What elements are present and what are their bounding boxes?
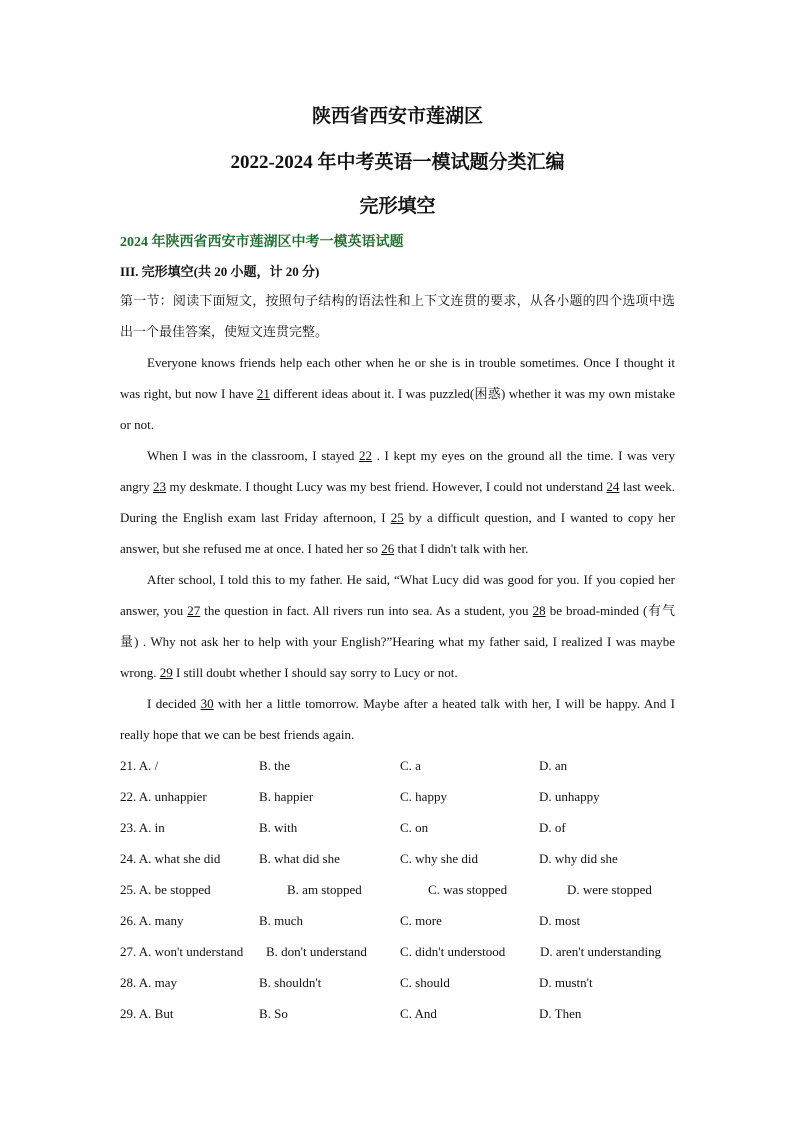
- option-c: C. And: [400, 1006, 437, 1021]
- passage-paragraph-3: [120, 564, 675, 688]
- question-row: [120, 781, 675, 812]
- passage-paragraph-1: [120, 347, 675, 440]
- option-d: D. an: [539, 758, 568, 773]
- passage-paragraph-2: [120, 440, 675, 564]
- part-title: III. 完形填空(共 20 小题，计 20 分): [120, 264, 320, 279]
- option-a: 22. A. unhappier: [120, 789, 207, 804]
- question-row: [120, 967, 675, 998]
- option-c: C. didn't understood: [400, 944, 506, 959]
- text-run: I still doubt whether I should say sorry to Lucy or not.: [172, 665, 458, 680]
- question-row: [120, 750, 675, 781]
- text-run: different ideas about it. I was puzzled(困惑) whether it was my own mistake or not.: [120, 386, 675, 432]
- doc-title-region: 陕西省西安市莲湖区: [311, 106, 483, 127]
- option-a: 27. A. won't understand: [120, 944, 244, 959]
- text-run: I decided: [147, 696, 201, 711]
- option-b: B. shouldn't: [259, 975, 322, 990]
- text-run: the question in fact. All rivers run into sea. As a student, you: [200, 603, 533, 618]
- instructions: 第一节：阅读下面短文，按照句子结构的语法性和上下文连贯的要求，从各小题的四个选项中选出一个最佳答案，使短文连贯完整。: [120, 293, 675, 339]
- blank-30: 30: [200, 696, 214, 711]
- option-c: C. more: [400, 913, 442, 928]
- text-run: my deskmate. I thought Lucy was my best friend. However, I could not understand: [166, 479, 607, 494]
- blank-28: 28: [532, 603, 546, 618]
- option-b: B. am stopped: [287, 882, 362, 897]
- option-d: D. of: [539, 820, 566, 835]
- text-run: with her a little tomorrow. Maybe after a heated talk with her, I will be happy. And I really hope that we can be best friends again.: [120, 696, 675, 742]
- option-b: B. happier: [259, 789, 314, 804]
- option-c: C. was stopped: [428, 882, 508, 897]
- option-a: 28. A. may: [120, 975, 178, 990]
- option-d: D. Then: [539, 1006, 582, 1021]
- blank-25: 25: [390, 510, 404, 525]
- option-c: C. should: [400, 975, 450, 990]
- option-d: D. why did she: [539, 851, 618, 866]
- doc-title-topic: 完形填空: [359, 196, 436, 217]
- text-run: by a difficult question, and I wanted to copy her answer, but she refused me at once. I hated her so: [120, 510, 675, 556]
- option-d: D. unhappy: [539, 789, 600, 804]
- text-run: that I didn't talk with her.: [394, 541, 529, 556]
- option-a: 29. A. But: [120, 1006, 174, 1021]
- option-d: D. were stopped: [567, 882, 652, 897]
- text-run: . I kept my eyes on the ground all the time. I was very angry: [120, 448, 675, 494]
- text-run: After school, I told this to my father. He said, “What Lucy did was good for you. If you copied her answer, you: [120, 572, 675, 618]
- question-row: [120, 936, 675, 967]
- option-b: B. don't understand: [266, 944, 367, 959]
- option-c: C. happy: [400, 789, 447, 804]
- blank-26: 26: [381, 541, 395, 556]
- option-a: 21. A. /: [120, 758, 159, 773]
- option-a: 25. A. be stopped: [120, 882, 211, 897]
- question-row: [120, 812, 675, 843]
- option-c: C. a: [400, 758, 421, 773]
- option-b: B. much: [259, 913, 304, 928]
- option-d: D. mustn't: [539, 975, 593, 990]
- option-b: B. So: [259, 1006, 288, 1021]
- document-page: [120, 100, 675, 1029]
- question-row: [120, 998, 675, 1029]
- doc-title-collection: 2022-2024 年中考英语一模试题分类汇编: [230, 152, 565, 173]
- question-options: [120, 750, 675, 1029]
- blank-23: 23: [153, 479, 167, 494]
- option-a: 23. A. in: [120, 820, 165, 835]
- option-b: B. what did she: [259, 851, 340, 866]
- question-row: [120, 843, 675, 874]
- option-a: 24. A. what she did: [120, 851, 221, 866]
- option-c: C. on: [400, 820, 429, 835]
- text-run: last week. During the English exam last Friday afternoon, I: [120, 479, 675, 525]
- option-d: D. most: [539, 913, 581, 928]
- blank-24: 24: [606, 479, 620, 494]
- question-row: [120, 874, 675, 905]
- question-row: [120, 905, 675, 936]
- text-run: be broad-minded (有气量) . Why not ask her to help with your English?”Hearing what my father said, I realized I was maybe wrong.: [120, 603, 675, 680]
- passage-paragraph-4: [120, 688, 675, 750]
- option-b: B. the: [259, 758, 291, 773]
- blank-21: 21: [256, 386, 270, 401]
- option-d: D. aren't understanding: [540, 944, 662, 959]
- option-b: B. with: [259, 820, 298, 835]
- text-run: Everyone knows friends help each other when he or she is in trouble sometimes. Once I thought it was right, but now I have: [120, 355, 675, 401]
- text-run: When I was in the classroom, I stayed: [147, 448, 360, 463]
- blank-27: 27: [187, 603, 201, 618]
- option-a: 26. A. many: [120, 913, 184, 928]
- blank-29: 29: [159, 665, 173, 680]
- exam-section-title: 2024 年陕西省西安市莲湖区中考一模英语试题: [120, 235, 404, 250]
- blank-22: 22: [359, 448, 373, 463]
- option-c: C. why she did: [400, 851, 478, 866]
